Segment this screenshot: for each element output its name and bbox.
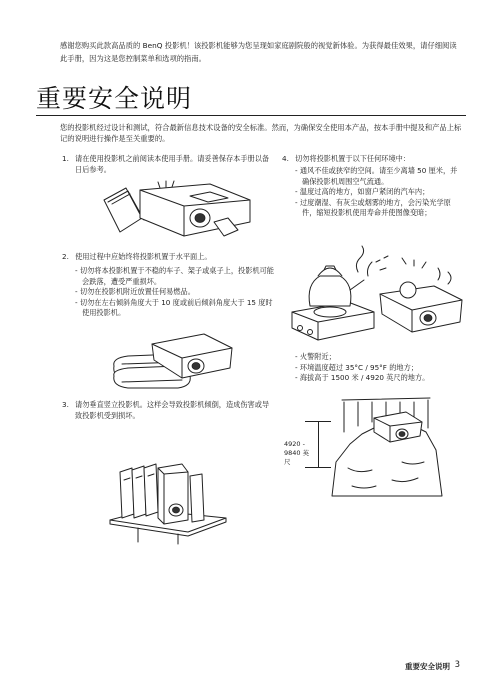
safety-intro-paragraph: 您的投影机经过设计和测试，符合最新信息技术设备的安全标准。然而，为确保安全使用本产品，按本手册中提及和产品上标记的说明进行操作是至关重要的。 [60, 123, 462, 143]
item-number: 4. [282, 154, 289, 163]
instruction-item-3 [62, 400, 274, 421]
item-number: 3. [62, 400, 69, 409]
item-2-bullets [75, 266, 275, 319]
bullet-item: - 通风不佳或狭窄的空间。请至少离墙 50 厘米，并确保投影机周围空气流通。 [295, 166, 458, 186]
bullet-item: - 火警附近； [295, 352, 336, 361]
manual-reading-illustration [100, 178, 265, 238]
footer-section-title: 重要安全说明 [405, 662, 450, 671]
bullet-item: - 过度潮湿、有灰尘或烟雾的地方，会污染光学原件，缩短投影机使用寿命并使图像变暗； [295, 197, 451, 217]
item-text: 请在使用投影机之前阅读本使用手册。请妥善保存本手册以备日后参考。 [75, 154, 270, 174]
instruction-item-2 [62, 252, 274, 263]
altitude-label: 4920 - 9840 英尺 [284, 440, 310, 466]
item-text: 切勿将投影机置于以下任何环境中： [295, 154, 411, 163]
bullet-item: - 切勿将本投影机置于不稳的车子、架子或桌子上，投影机可能会跌落，遭受严重损坏。 [75, 266, 274, 286]
bullet-item: - 切勿在左右倾斜角度大于 10 度或前后倾斜角度大于 15 度时使用投影机。 [75, 297, 273, 317]
intro-text: 感谢您购买此款高品质的 BenQ 投影机！该投影机能够为您呈现如家庭剧院般的视觉新体验。为获得最佳效果，请仔细阅读此手册，因为这是您控制菜单和选项的指南。 [60, 41, 457, 63]
tilted-projector-illustration [108, 330, 238, 390]
item-text: 使用过程中应始终将投影机置于水平面上。 [75, 252, 212, 261]
vertical-projector-illustration [108, 462, 228, 544]
item-number: 2. [62, 252, 69, 261]
bullet-item: - 海拔高于 1500 米 / 4920 英尺的地方。 [295, 373, 430, 382]
bullet-item: - 温度过高的地方，如窗户紧闭的汽车内； [295, 187, 430, 196]
item-4-bullets-continued [295, 352, 463, 384]
instruction-item-4 [282, 154, 467, 165]
altitude-marker-line [318, 421, 319, 467]
page-title: 重要安全说明 [36, 84, 193, 113]
item-number: 1. [62, 154, 69, 163]
instruction-item-1 [62, 154, 274, 175]
high-altitude-illustration [332, 392, 444, 497]
item-4-bullets [295, 166, 463, 219]
title-divider [36, 115, 466, 116]
bullet-item: - 环境温度超过 35°C / 95°F 的地方； [295, 362, 418, 372]
altitude-bottom-tick [305, 467, 331, 468]
bullet-item: - 切勿在投影机附近放置任何易燃品。 [75, 287, 195, 296]
item-text: 请勿垂直竖立投影机。这样会导致投影机倾倒，造成伤害或导致投影机受到损坏。 [75, 400, 270, 420]
footer-page-number: 3 [454, 660, 460, 670]
humidity-illustration [288, 250, 466, 345]
